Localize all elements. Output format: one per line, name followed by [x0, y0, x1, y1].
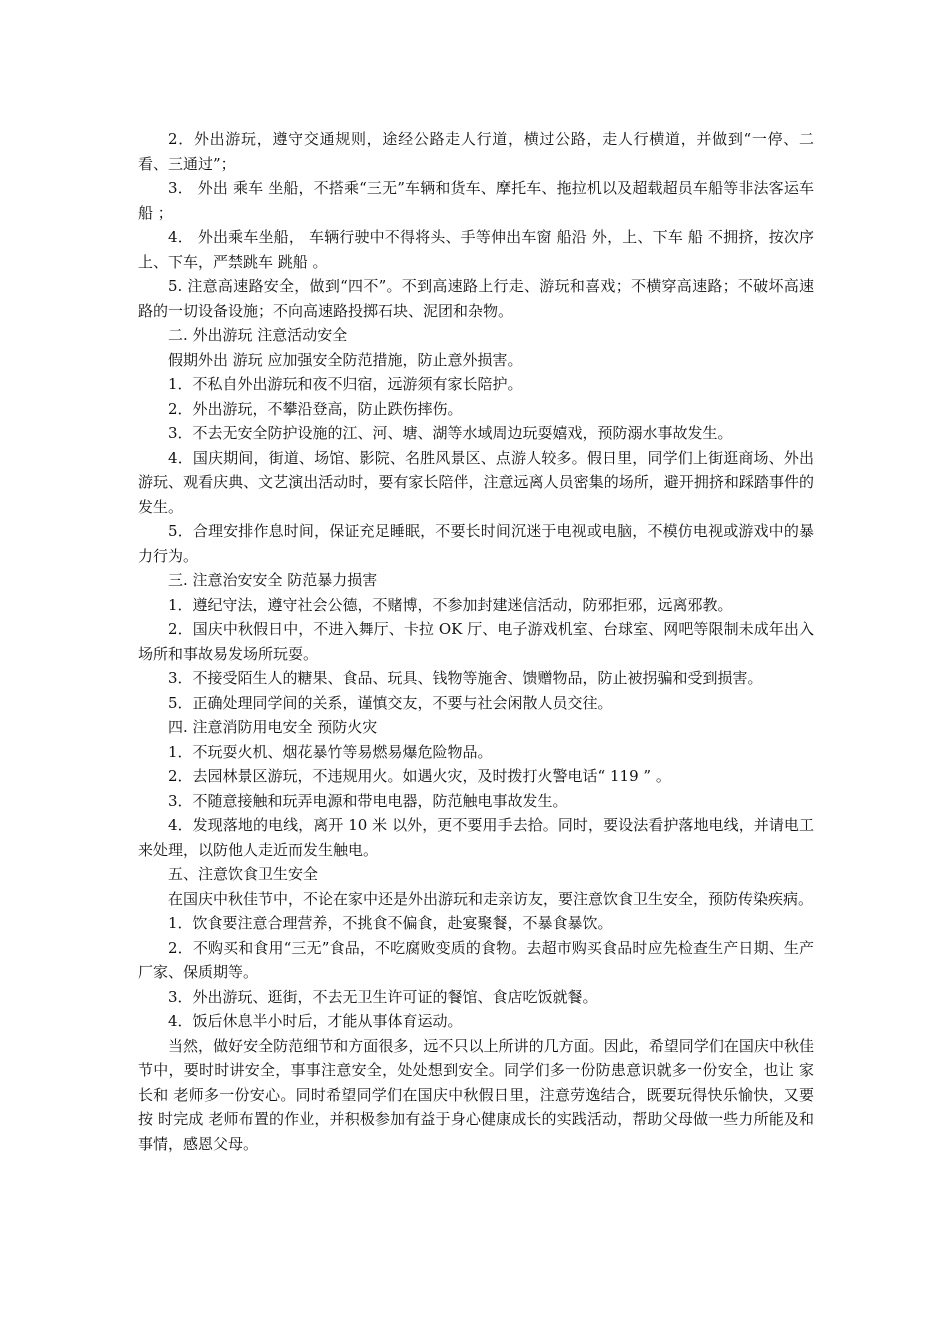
paragraph-food-3: 3．外出游玩、逛街，不去无卫生许可证的餐馆、食店吃饭就餐。 [168, 987, 598, 1006]
paragraph-security-1: 1．遵纪守法，遵守社会公德，不赌博，不参加封建迷信活动，防邪拒邪，远离邪教。 [168, 595, 733, 614]
paragraph-food-1: 1．饮食要注意合理营养，不挑食不偏食，赴宴聚餐，不暴食暴饮。 [168, 914, 613, 932]
section-heading-activity-safety: 二. 外出游玩 注意活动安全 [168, 326, 348, 344]
section-heading-fire-electric: 四. 注意消防用电安全 预防火灾 [168, 718, 378, 736]
section-heading-public-security: 三. 注意治安安全 防范暴力损害 [168, 571, 378, 589]
document-body [138, 127, 814, 1156]
paragraph-activity-2: 2．外出游玩，不攀沿登高，防止跌伤摔伤。 [168, 399, 463, 418]
section-heading-food-safety: 五、注意饮食卫生安全 [168, 865, 319, 883]
paragraph-activity-intro: 假期外出 游玩 应加强安全防范措施，防止意外损害。 [168, 350, 523, 369]
paragraph-traffic-4: 4． 外出乘车坐船， 车辆行驶中不得将头、手等伸出车窗 船沿 外，上、下车 船 不拥挤，按次序上、下车，严禁跳车 跳船 。 [138, 228, 814, 271]
paragraph-fire-3: 3．不随意接触和玩弄电源和带电电器，防范触电事故发生。 [168, 791, 568, 810]
paragraph-activity-5: 5．合理安排作息时间，保证充足睡眠，不要长时间沉迷于电视或电脑，不模仿电视或游戏中的暴力行为。 [138, 522, 814, 565]
paragraph-fire-2: 2．去园林景区游玩，不违规用火。如遇火灾，及时拨打火警电话“ 119 ” 。 [168, 767, 671, 785]
paragraph-activity-1: 1．不私自外出游玩和夜不归宿，远游须有家长陪护。 [168, 375, 523, 393]
paragraph-security-3: 3．不接受陌生人的糖果、食品、玩具、钱物等施舍、馈赠物品，防止被拐骗和受到损害。 [168, 669, 763, 687]
paragraph-fire-4: 4．发现落地的电线，离开 10 米 以外，更不要用手去拾。同时，要设法看护落地电线，并请电工来处理，以防他人走近而发生触电。 [138, 816, 814, 859]
paragraph-traffic-3: 3． 外出 乘车 坐船，不搭乘“三无”车辆和货车、摩托车、拖拉机以及超载超员车船等非法客运车船 ； [138, 179, 814, 222]
paragraph-fire-1: 1．不玩耍火机、烟花暴竹等易燃易爆危险物品。 [168, 742, 493, 761]
paragraph-traffic-2: 2．外出游玩，遵守交通规则，途经公路走人行道，横过公路，走人行横道，并做到“一停、二看、三通过”； [138, 130, 814, 173]
paragraph-security-2: 2．国庆中秋假日中，不进入舞厅、卡拉 OK 厅、电子游戏机室、台球室、网吧等限制未成年出入场所和事故易发场所玩耍。 [138, 620, 814, 663]
paragraph-security-5: 5．正确处理同学间的关系，谨慎交友，不要与社会闲散人员交往。 [168, 693, 613, 712]
paragraph-food-intro: 在国庆中秋佳节中，不论在家中还是外出游玩和走亲访友，要注意饮食卫生安全，预防传染疾病。 [168, 889, 814, 908]
paragraph-food-2: 2．不购买和食用“三无”食品，不吃腐败变质的食物。去超市购买食品时应先检查生产日期、生产厂家、保质期等。 [138, 938, 814, 981]
paragraph-activity-4: 4．国庆期间，街道、场馆、影院、名胜风景区、点游人较多。假日里，同学们上街逛商场、外出游玩、观看庆典、文艺演出活动时，要有家长陪伴，注意远离人员密集的场所，避开拥挤和踩踏事件的发生。 [138, 448, 814, 516]
paragraph-food-4: 4．饭后休息半小时后，才能从事体育运动。 [168, 1012, 463, 1030]
paragraph-traffic-5: 5. 注意高速路安全，做到“四不”。不到高速路上行走、游玩和喜戏；不横穿高速路；不破坏高速路的一切设备设施；不向高速路投掷石块、泥团和杂物。 [138, 277, 814, 320]
paragraph-activity-3: 3．不去无安全防护设施的江、河、塘、湖等水域周边玩耍嬉戏，预防溺水事故发生。 [168, 424, 733, 442]
paragraph-conclusion: 当然，做好安全防范细节和方面很多，远不只以上所讲的几方面。因此，希望同学们在国庆中秋佳节中，要时时讲安全，事事注意安全，处处想到安全。同学们多一份防患意识就多一份安全，也让 家长和 老师多一份安心。同时希望同学们在国庆中秋假日里，注意劳逸结合，既要玩得快乐愉快，又要按 时完成 老师布置的作业，并积极参加有益于身心健康成长的实践活动，帮助父母做一些力所能及和事情，感恩父母。 [138, 1036, 814, 1153]
